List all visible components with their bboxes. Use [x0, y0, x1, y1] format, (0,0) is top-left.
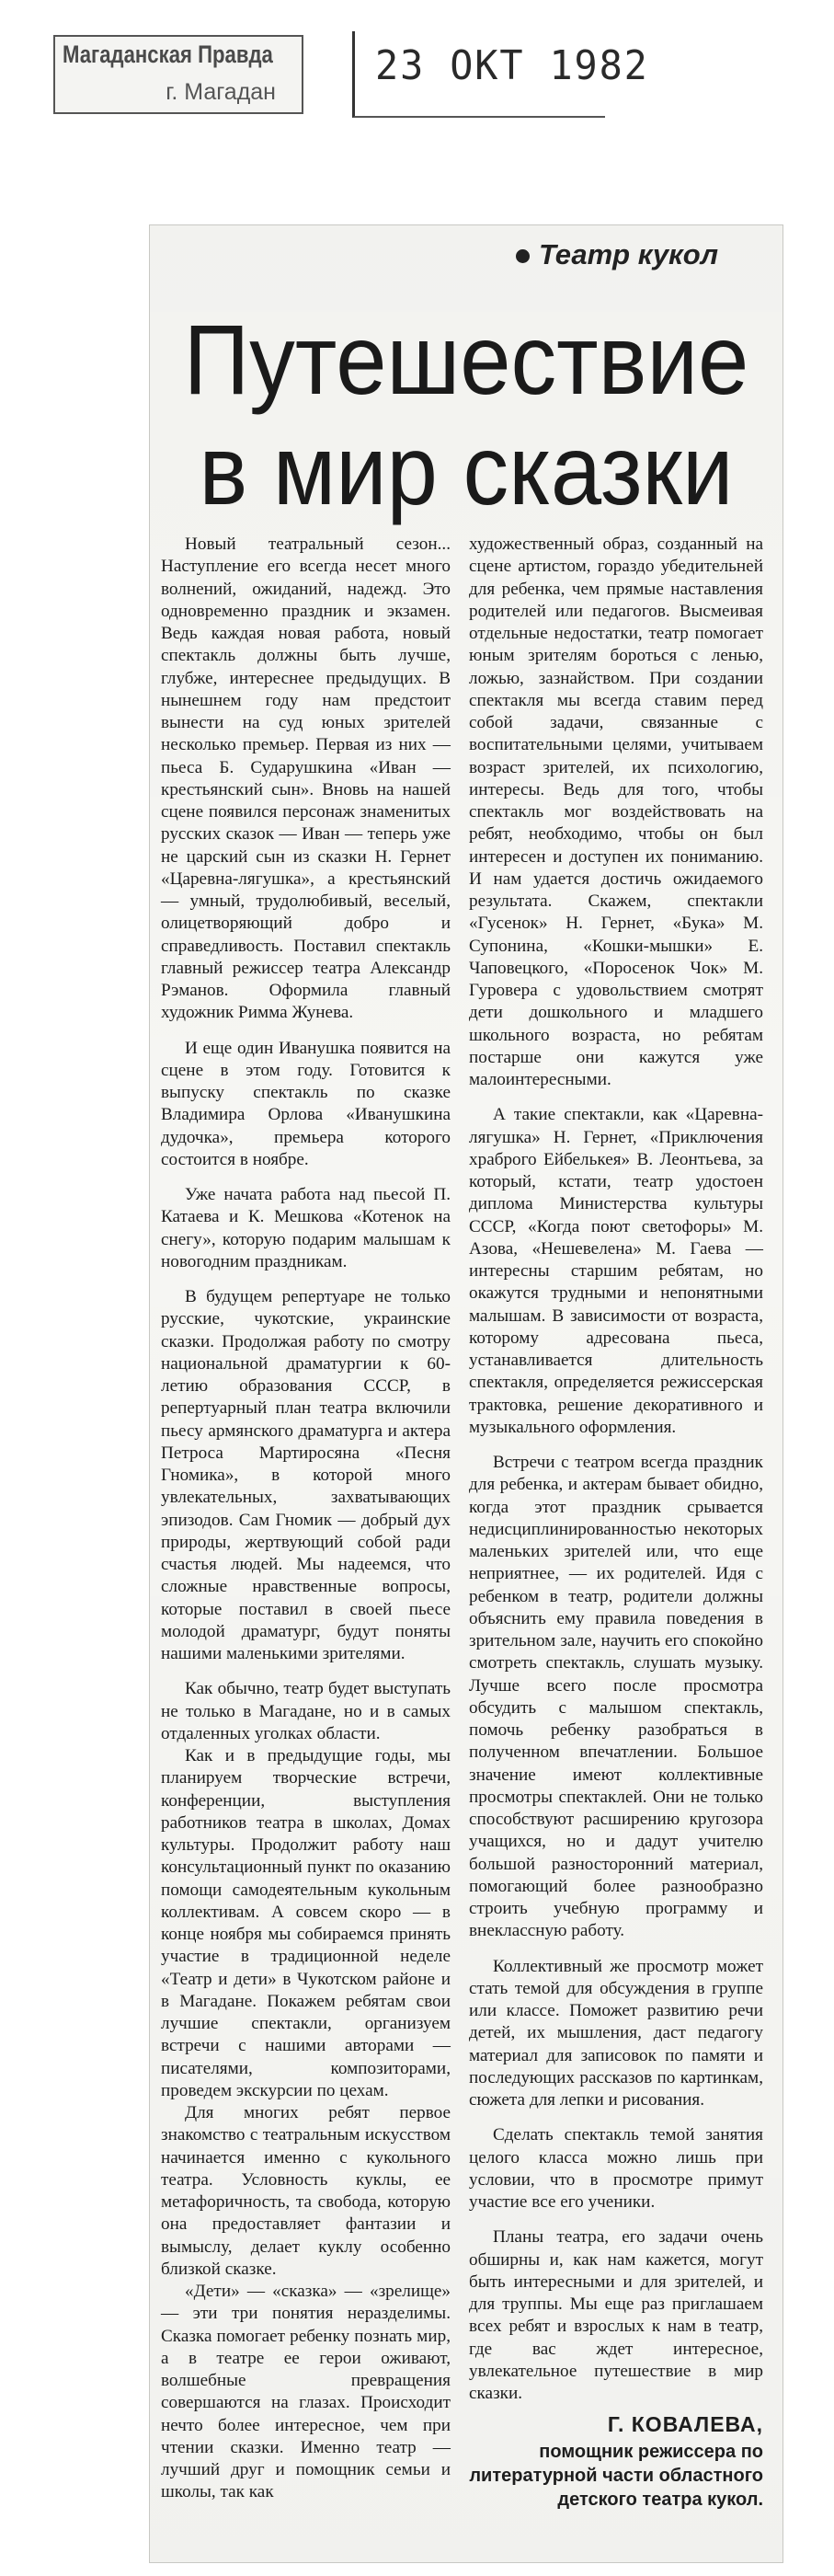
- masthead-stamp: [53, 35, 303, 114]
- paragraph: Как обычно, театр будет выступать не только в Магадане, но и в самых отдаленных уголках области.: [161, 1679, 451, 1743]
- headline-line-2: в мир сказки: [199, 414, 734, 525]
- bullet-icon: [516, 249, 530, 263]
- article-column-right: [469, 534, 763, 2405]
- paragraph: художественный образ, созданный на сцене артистом, гораздо убедительней для ребенка, чем прямые наставления родителей или педагогов. Высмеивая отдельные недостатки, театр помогает юным зрителям бороться с ленью, ложью, зазнайством. При создании спектакля мы всегда ставим перед собой задачи, связанные с воспитательными целями, учитываем возраст зрителей, их психологию, интересы. Ведь для того, чтобы спектакль мог воздействовать на ребят, необходимо, чтобы он был интересен и доступен их пониманию. И нам удается достичь ожидаемого результата. Скажем, спектакли «Гусенок» Н. Гернет, «Бука» М. Супонина, «Кошки-мышки» Е. Чаповецкого, «Поросенок Чок» М. Гуровера с удовольствием смотрят дети дошкольного и младшего школьного возраста, но ребятам постарше они кажутся уже малоинтересными.: [469, 535, 763, 1089]
- headline-line-1: Путешествие: [183, 304, 749, 415]
- paragraph: Для многих ребят первое знакомство с театральным искусством начинается именно с кукольного театра. Условность куклы, ее метафоричность, та свобода, которую она предоставляет фантазии и вымыслу, делает куклу особенно близкой сказке.: [161, 2103, 451, 2279]
- author-role: помощник режиссера по литературной части областного детского театра кукол.: [469, 2442, 763, 2510]
- author-name: Г. КОВАЛЕВА,: [607, 2412, 763, 2436]
- date-stamp: [352, 31, 649, 118]
- paragraph: Новый театральный сезон... Наступление его всегда несет много волнений, ожиданий, надежд. Это одновременно праздник и экзамен. Ведь каждая новая работа, новый спектакль должны быть лучше, глубже, интереснее предыдущих. В нынешнем году нам предстоит вынести на суд юных зрителей несколько премьер. Первая из них — пьеса Б. Сударушкина «Иван — крестьянский сын». Вновь на нашей сцене появился персонаж знаменитых русских сказок — Иван — теперь уже не царский сын из сказки Н. Гернет «Царевна-лягушка», а крестьянский — умный, трудолюбивый, веселый, олицетворяющий добро и справедливость. Поставил спектакль главный режиссер театра Александр Рэманов. Оформила главный художник Римма Жунева.: [161, 535, 451, 1023]
- article-column-left: [161, 534, 451, 2504]
- paragraph: И еще один Иванушка появится на сцене в этом году. Готовится к выпуску спектакль по сказке Владимира Орлова «Иванушкина дудочка», премьера которого состоится в ноябре.: [161, 1038, 451, 1169]
- paragraph: Встречи с театром всегда праздник для ребенка, и актерам бывает обидно, когда этот праздник срывается недисциплинированностью некоторых маленьких зрителей или, что еще неприятнее, — их родителей. Идя с ребенком в театр, родители должны объяснить ему правила поведения в зрительном зале, научить его спокойно смотреть спектакль, слушать музыку. Лучше всего после просмотра обсудить с малышом спектакль, помочь ребенку разобраться в полученном впечатлении. Большое значение имеют коллективные просмотры спектаклей. Они не только способствуют расширению кругозора учащихся, но и дадут учителю большой разносторонний материал, помогающий более разнообразно строить учебную программу и внеклассную работу.: [469, 1453, 763, 1941]
- paragraph: «Дети» — «сказка» — «зрелище» — эти три понятия неразделимы. Сказка помогает ребенку познать мир, а в театре ее герои оживают, волшебные превращения совершаются на глазах. Происходит нечто более интересное, чем при чтении сказки. Именно театр — лучший друг и помощник семьи и школы, так как: [161, 2282, 451, 2502]
- paragraph: А такие спектакли, как «Царевна-лягушка» Н. Гернет, «Приключения храброго Ейбелькея» В. Леонтьева, за который, кстати, театр удостоен диплома Министерства культуры СССР, «Когда поют светофоры» М. Азова, «Нешевелена» М. Гаева — интересны старшим ребятам, но окажутся трудными и непонятными малышам. В зависимости от возраста, которому адресована пьеса, устанавливается длительность спектакля, определяется режиссерская трактовка, решение декоративного и музыкального оформления.: [469, 1105, 763, 1437]
- date-stamp-text: 23 ОКТ 1982: [375, 42, 649, 89]
- newspaper-name: Магаданская Правда: [63, 40, 273, 68]
- rubric-label: Театр кукол: [539, 238, 718, 270]
- paragraph: Сделать спектакль темой занятия целого класса можно лишь при условии, что в просмотре примут участие все его ученики.: [469, 2125, 763, 2212]
- paragraph: Как и в предыдущие годы, мы планируем творческие встречи, конференции, выступления работников театра в школах, Домах культуры. Продолжит работу наш консультационный пункт по оказанию помощи самодеятельным кукольным коллективам. А совсем скоро — в конце ноября мы собираемся принять участие в традиционной неделе «Театр и дети» в Чукотском районе и в Магадане. Покажем ребятам свои лучшие спектакли, организуем встречи с нашими авторами — писателями, композиторами, проведем экскурсии по цехам.: [161, 1746, 451, 2100]
- paragraph: В будущем репертуаре не только русские, чукотские, украинские сказки. Продолжая работу по смотру национальной драматургии к 60-летию образования СССР, в репертуарный план театра включили пьесу армянского драматурга и актера Петроса Мартиросяна «Песня Гномика», в которой много увлекательных, захватывающих эпизодов. Сам Гномик — добрый дух природы, жертвующий собой ради счастья людей. Мы надеемся, что сложные нравственные вопросы, которые поставил в своей пьесе молодой драматург, будут поняты нашими маленькими зрителями.: [161, 1287, 451, 1663]
- paragraph: Уже начата работа над пьесой П. Катаева и К. Мешкова «Котенок на снегу», которую подарим малышам к новогодним праздникам.: [161, 1185, 451, 1271]
- author-signature: [469, 2412, 763, 2512]
- rubric: [516, 238, 718, 271]
- paragraph: Коллективный же просмотр может стать темой для обсуждения в группе или классе. Поможет развитию речи детей, их мышления, даст педагогу материал для записовок по памяти и последующих рассказов по картинкам, сюжета для лепки и рисования.: [469, 1956, 763, 2110]
- newspaper-city: г. Магадан: [166, 79, 276, 105]
- newspaper-clipping: [150, 225, 783, 2562]
- paragraph: Планы театра, его задачи очень обширны и, как нам кажется, могут быть интересными и для зрителей, и для труппы. Мы еще раз приглашаем всех ребят и взрослых к нам в театр, где вас ждет интересное, увлекательное путешествие в мир сказки.: [469, 2227, 763, 2403]
